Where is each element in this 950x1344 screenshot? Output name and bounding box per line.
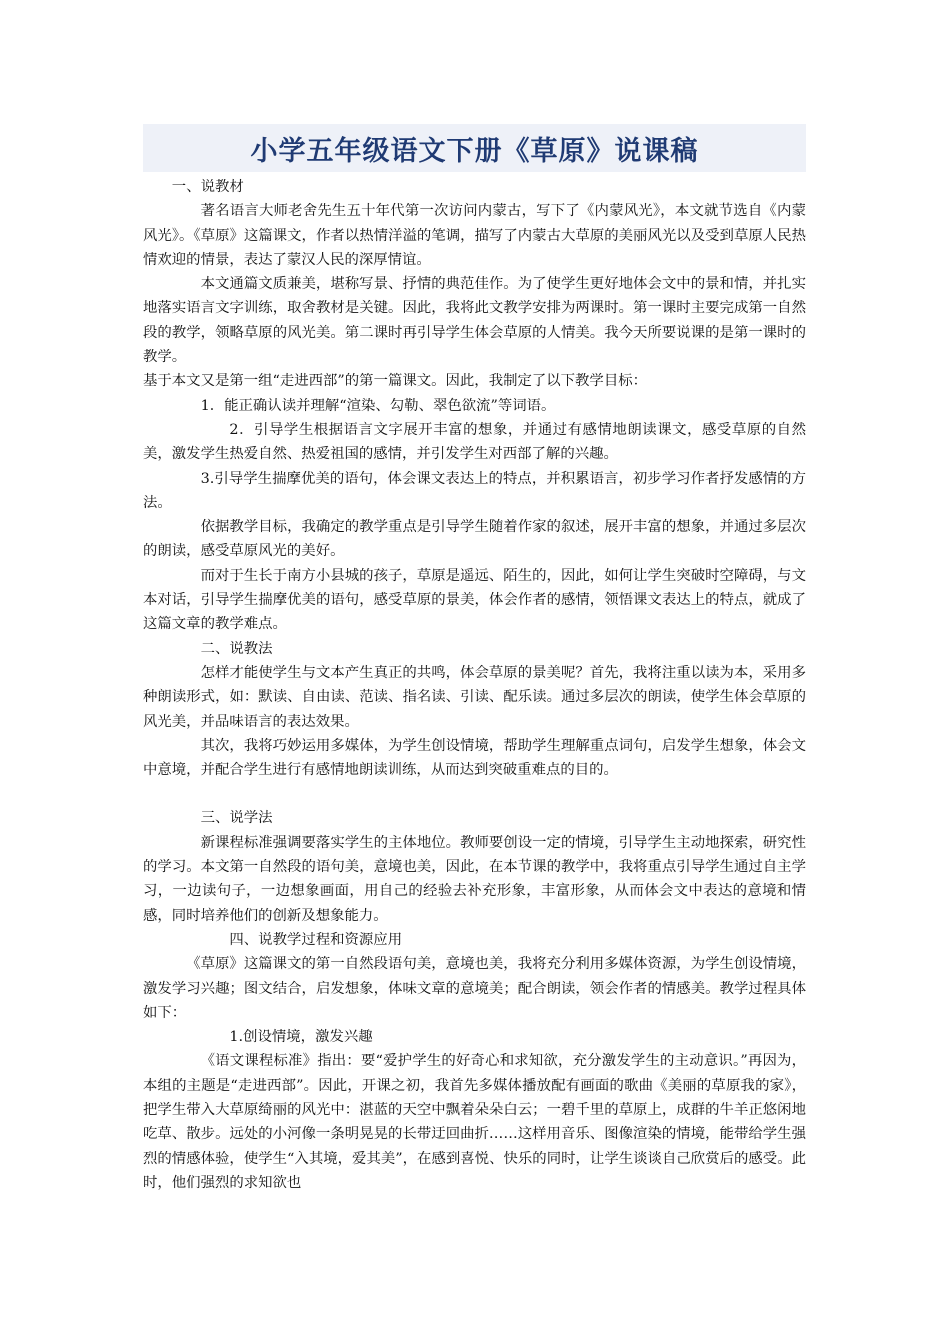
goal-item: 1．能正确认读并理解“渲染、勾勒、翠色欲流”等词语。 [200,397,556,414]
paragraph: 基于本文又是第一组“走进西部”的第一篇课文。因此，我制定了以下教学目标： [143,373,647,390]
paragraph: 其次，我将巧妙运用多媒体，为学生创设情境，帮助学生理解重点词句，启发学生想象，体会文中意境，并配合学生进行有感情地朗读训练，从而达到突破重难点的目的。 [143,737,806,779]
paragraph: 《草原》这篇课文的第一自然段语句美，意境也美，我将充分利用多媒体资源，为学生创设情境，激发学习兴趣；图文结合，启发想象，体味文章的意境美；配合朗读，领会作者的情感美。教学过程具体如下： [143,956,806,1021]
subsection-heading: 1.创设情境，激发兴趣 [229,1029,373,1046]
paragraph: 依据教学目标，我确定的教学重点是引导学生随着作家的叙述，展开丰富的想象，并通过多层次的朗读，感受草原风光的美好。 [143,519,806,560]
paragraph: 本文通篇文质兼美，堪称写景、抒情的典范佳作。为了使学生更好地体会文中的景和情，并扎实地落实语言文字训练，取舍教材是关键。因此，我将此文教学安排为两课时。第一课时主要完成第一自然段的教学，领略草原的风光美。第二课时再引导学生体会草原的人情美。我今天所要说课的是第一课时的教学。 [143,276,806,366]
section-heading-teaching-method: 二、说教法 [200,640,273,657]
paragraph: 《语文课程标准》指出：要“爱护学生的好奇心和求知欲，充分激发学生的主动意识。”再因为，本组的主题是“走进西部”。因此，开课之初，我首先多媒体播放配有画面的歌曲《美丽的草原我的家》，把学生带入大草原绮丽的风光中：湛蓝的天空中飘着朵朵白云；一碧千里的草原上，成群的牛羊正悠闲地吃草、散步。远处的小河像一条明晃晃的长带迂回曲折……这样用音乐、图像渲染的情境，能带给学生强烈的情感体验，使学生“入其境，爱其美”，在感到喜悦、快乐的同时，让学生谈谈自己欣赏后的感受。此时，他们强烈的求知欲也 [143,1053,806,1191]
section-heading-process: 四、说教学过程和资源应用 [229,931,403,948]
paragraph: 怎样才能使学生与文本产生真正的共鸣，体会草原的景美呢？首先，我将注重以读为本，采用多种朗读形式，如：默读、自由读、范读、指名读、引读、配乐读。通过多层次的朗读，使学生体会草原的风光美，并品味语言的表达效果。 [143,664,806,730]
blank-line [143,782,806,806]
paragraph: 著名语言大师老舍先生五十年代第一次访问内蒙古，写下了《内蒙风光》，本文就节选自《内蒙风光》。《草原》这篇课文，作者以热情洋溢的笔调，描写了内蒙古大草原的美丽风光以及受到草原人民热情欢迎的情景，表达了蒙汉人民的深厚情谊。 [143,203,806,268]
section-heading-textbook: 一、说教材 [171,179,244,195]
document-body [143,175,806,1195]
section-heading-learning-method: 三、说学法 [200,810,273,827]
document-title: 小学五年级语文下册《草原》说课稿 [250,135,699,167]
paragraph: 而对于生长于南方小县城的孩子，草原是遥远、陌生的，因此，如何让学生突破时空障碍，与文本对话，引导学生揣摩优美的语句，感受草原的景美，体会作者的感情，领悟课文表达上的特点，就成了这篇文章的教学难点。 [143,567,806,633]
paragraph: 新课程标准强调要落实学生的主体地位。教师要创设一定的情境，引导学生主动地探索，研究性的学习。本文第一自然段的语句美，意境也美，因此，在本节课的教学中，我将重点引导学生通过自主学习，一边读句子，一边想象画面，用自己的经验去补充形象，丰富形象，从而体会文中表达的意境和情感，同时培养他们的创新及想象能力。 [143,834,806,924]
title-band [143,124,806,172]
goal-item: 2．引导学生根据语言文字展开丰富的想象，并通过有感情地朗读课文，感受草原的自然美，激发学生热爱自然、热爱祖国的感情，并引发学生对西部了解的兴趣。 [143,421,806,463]
goal-item: 3.引导学生揣摩优美的语句，体会课文表达上的特点，并积累语言，初步学习作者抒发感情的方法。 [143,470,806,511]
